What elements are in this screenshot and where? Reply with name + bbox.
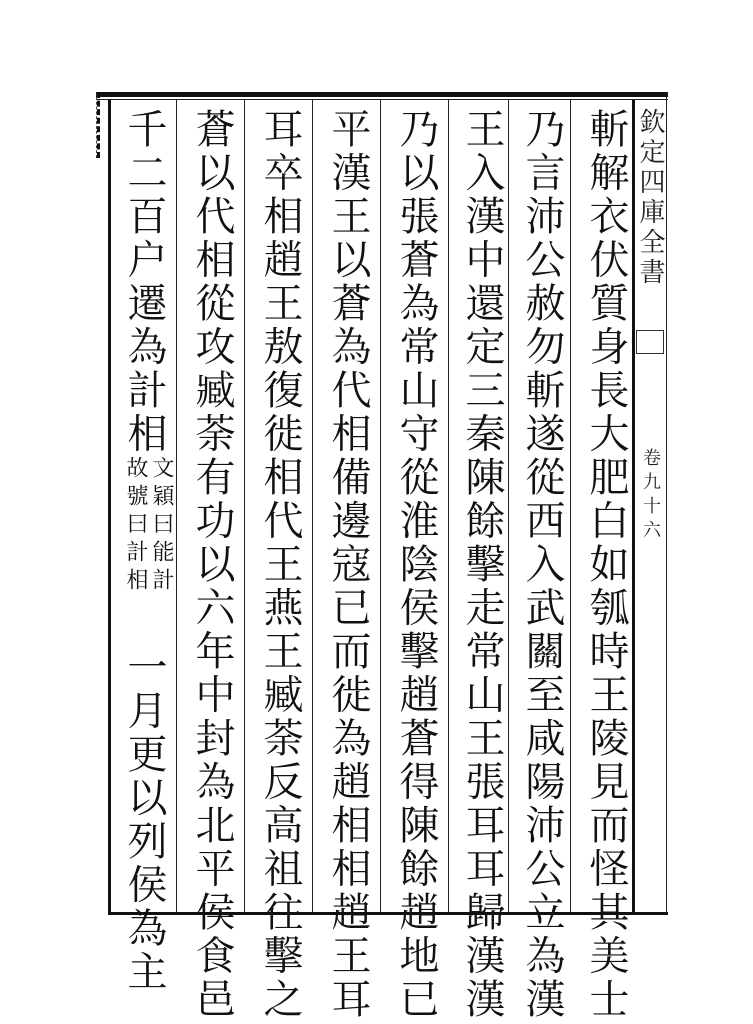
frame-top-inner-border xyxy=(96,99,668,100)
column-rule xyxy=(244,100,245,912)
annotation-line-right: 文穎曰能計 xyxy=(149,456,174,596)
text-column-8 xyxy=(114,108,174,994)
text-column-6: 耳卒相趙王敖復徙相代王燕王臧荼反高祖往擊之 xyxy=(257,108,303,1022)
annotation-note xyxy=(114,456,174,646)
margin-book-title: 欽定四庫全書 xyxy=(635,108,665,288)
text-column-2: 乃言沛公赦勿斬遂從西入武關至咸陽沛公立為漢 xyxy=(519,108,565,1022)
text-column-3: 王入漢中還定三秦陳餘擊走常山王張耳耳歸漢漢 xyxy=(459,108,505,1022)
frame-left-edge-mark xyxy=(96,92,100,158)
text-column-8-before-note: 千二百户遷為計相 xyxy=(121,108,167,456)
text-column-1: 斬解衣伏質身長大肥白如瓠時王陵見而怪其美士 xyxy=(583,108,629,1022)
column-rule xyxy=(380,100,381,912)
column-rule xyxy=(312,100,313,912)
column-rule xyxy=(448,100,449,912)
frame-left-border xyxy=(108,100,111,914)
frame-top-border xyxy=(96,92,668,97)
margin-juan-number: 卷九十六 xyxy=(640,448,661,544)
margin-fish-tail-mark xyxy=(636,330,664,354)
column-rule xyxy=(176,100,177,912)
frame-margin-border xyxy=(666,92,667,914)
text-column-4: 乃以張蒼為常山守從淮陰侯擊趙蒼得陳餘趙地已 xyxy=(393,108,439,1022)
text-column-5: 平漢王以蒼為代相備邊寇已而徙為趙相相趙王耳 xyxy=(325,108,371,1022)
text-column-7: 蒼以代相從攻臧荼有功以六年中封為北平侯食邑 xyxy=(189,108,235,1022)
annotation-line-left: 故號曰計相 xyxy=(123,456,148,596)
text-column-8-after-note: 一月更以列侯為主 xyxy=(121,646,167,994)
